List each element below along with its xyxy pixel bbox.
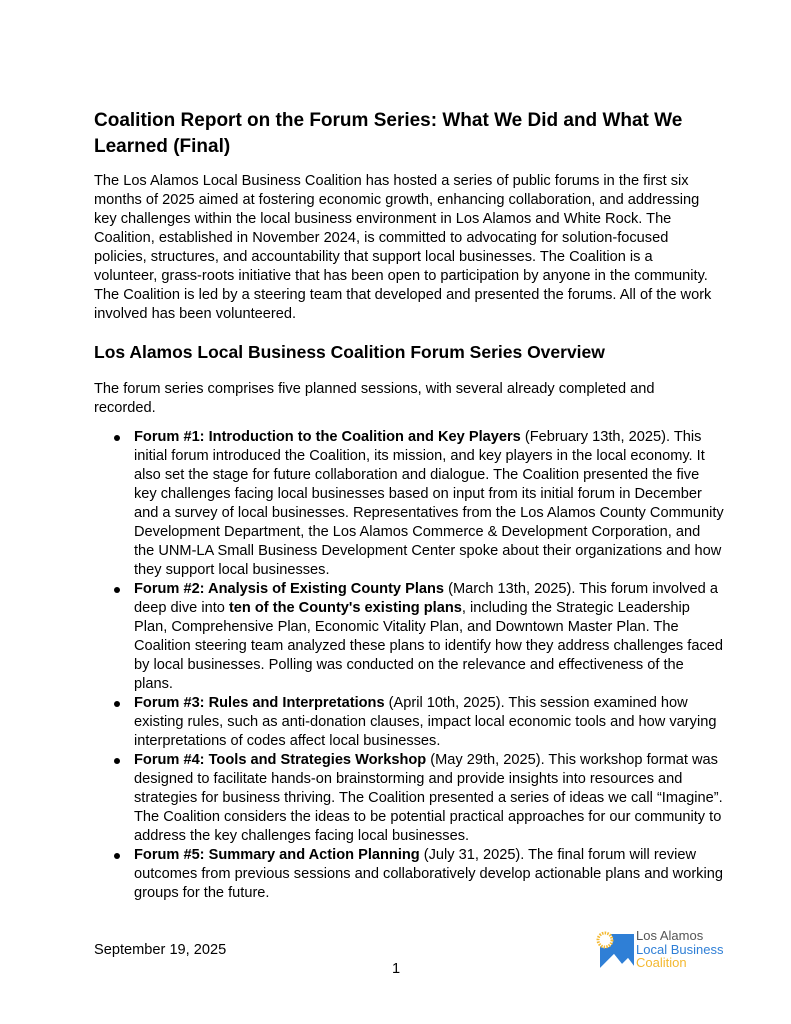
forum-title: Forum #2: Analysis of Existing County Plans bbox=[134, 581, 445, 597]
bullet-icon bbox=[114, 435, 120, 441]
forum-body: (February 13th, 2025). This initial forum introduced the Coalition, its mission, and key players in the local economy. It also set the stage for future collaboration and dialogue. The Coalition presented the five key challenges facing local businesses based on input from its initial forum in December and a survey of local businesses. Representatives from the Los Alamos County Community Development Department, the Los Alamos Commerce & Development Corporation, and the UNM-LA Small Business Development Center spoke about their organizations and how they support local businesses. bbox=[134, 429, 724, 578]
forum-body: (July 31, 2025). The final forum will review outcomes from previous sessions and collaboratively develop actionable plans and working groups for the future. bbox=[134, 847, 723, 901]
forum-item-5 bbox=[94, 846, 724, 903]
bullet-icon bbox=[114, 758, 120, 764]
logo-line-local-business: Local Business bbox=[636, 941, 724, 957]
mountain-sun-logo-icon bbox=[594, 928, 638, 972]
forum-body: (May 29th, 2025). This workshop format was designed to facilitate hands-on brainstorming and provide insights into resources and strategies for business thriving. The Coalition presented a series of ideas we call “Imagine”. The Coalition considers the ideas to be potential practical approaches for our community to address the key challenges facing local businesses. bbox=[134, 752, 723, 844]
bullet-icon bbox=[114, 701, 120, 707]
bullet-icon bbox=[114, 587, 120, 593]
forum-title: Forum #3: Rules and Interpretations bbox=[134, 695, 385, 711]
page-title: Coalition Report on the Forum Series: What We Did and What We Learned (Final) bbox=[94, 110, 683, 157]
forum-body: (April 10th, 2025). This session examined how existing rules, such as anti-donation clauses, impact local economic tools and how varying interpretations of codes affect local businesses. bbox=[134, 695, 717, 749]
logo-line-coalition: Coalition bbox=[636, 955, 687, 970]
forum-title: Forum #1: Introduction to the Coalition and Key Players bbox=[134, 429, 521, 445]
forum-body: (March 13th, 2025). This forum involved a deep dive into bbox=[134, 581, 718, 616]
page-number: 1 bbox=[392, 961, 401, 977]
forum-item-2 bbox=[94, 580, 724, 694]
forum-item-1 bbox=[94, 428, 724, 580]
intro-paragraph: The Los Alamos Local Business Coalition has hosted a series of public forums in the first six months of 2025 aimed at fostering economic growth, enhancing collaboration, and addressing key challenges within the local business environment in Los Alamos and White Rock. The Coalition, established in November 2024, is committed to advocating for solution-focused policies, structures, and accountability that support local businesses. The Coalition is a volunteer, grass-roots initiative that has been open to participation by anyone in the community. The Coalition is led by a steering team that developed and presented the forums. All of the work involved has been volunteered. bbox=[94, 173, 712, 322]
forum-title: Forum #4: Tools and Strategies Workshop bbox=[134, 752, 427, 768]
forum-item-3 bbox=[94, 694, 724, 751]
bullet-icon bbox=[114, 853, 120, 859]
forum-title: Forum #5: Summary and Action Planning bbox=[134, 847, 420, 863]
section-heading: Los Alamos Local Business Coalition Forum Series Overview bbox=[94, 342, 605, 362]
forum-list bbox=[94, 428, 724, 903]
logo-wordmark bbox=[636, 929, 723, 970]
section-intro: The forum series comprises five planned sessions, with several already completed and recorded. bbox=[94, 381, 655, 416]
forum-item-4 bbox=[94, 751, 724, 846]
footer-date: September 19, 2025 bbox=[94, 942, 227, 958]
forum-body-continued: , including the Strategic Leadership Plan, Comprehensive Plan, Economic Vitality Plan, and Downtown Master Plan. The Coalition steering team analyzed these plans to identify how they address challenges faced by local businesses. Polling was conducted on the relevance and effectiveness of the plans. bbox=[134, 600, 723, 692]
forum-bold-phrase: ten of the County's existing plans bbox=[228, 600, 462, 616]
logo-line-los-alamos: Los Alamos bbox=[636, 928, 704, 943]
coalition-logo bbox=[594, 928, 754, 972]
